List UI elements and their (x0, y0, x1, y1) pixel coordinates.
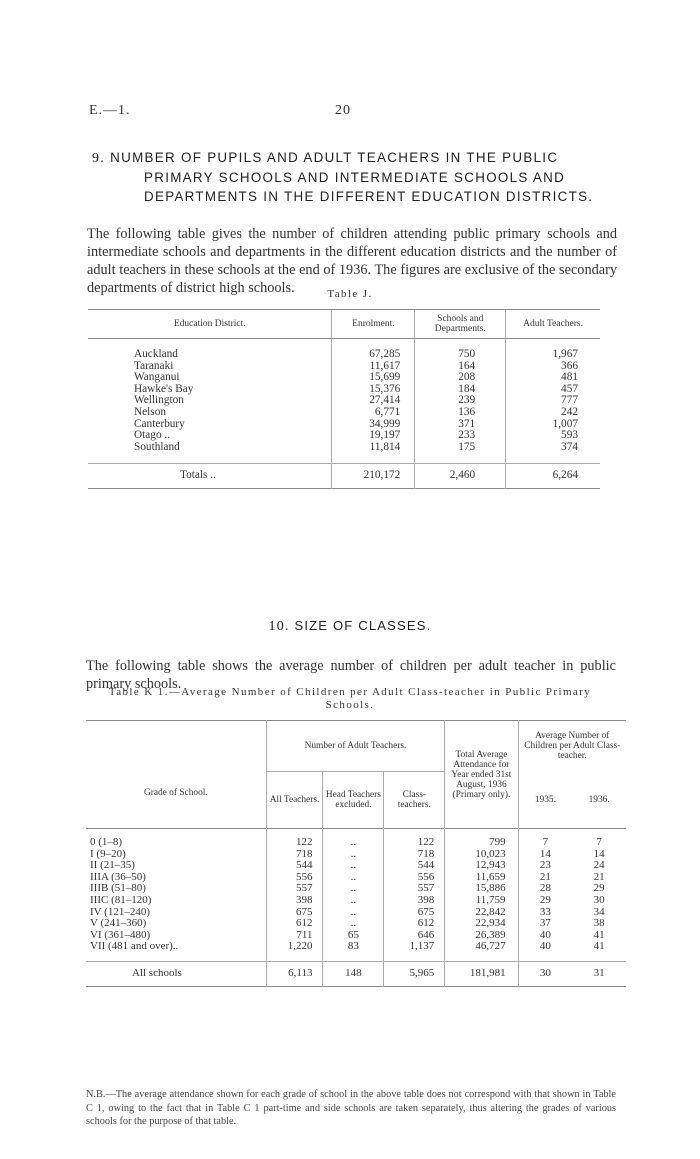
attendance-value: 22,842 (445, 907, 518, 919)
total-avg-1936: 31 (593, 966, 605, 979)
caption-line: Table K 1.—Average Number of Children per Adult Class-teacher in Public Primary (108, 686, 592, 698)
class-teachers-value: 718 (384, 849, 445, 861)
avg-1936-value: 38 (593, 917, 605, 930)
total-enrolment: 210,172 (332, 464, 415, 489)
column-header: 1935. (518, 772, 572, 829)
enrolment-value: 11,617 (332, 361, 415, 373)
column-header: 1936. (588, 794, 610, 805)
column-header: Average Number of Children per Adult Class-teacher. (518, 721, 626, 772)
grade-label: II (21–35) (90, 859, 135, 872)
section-number: 10. (268, 619, 290, 634)
section-9-paragraph: The following table gives the number of children attending public primary schools and intermediate schools and departments in the different education districts and the number of adult teachers in these schools at the end of 1936. The figures are exclusive of the secondary departments of district high schools. (87, 226, 617, 297)
avg-1935-value: 40 (518, 941, 572, 961)
totals-row (88, 464, 600, 489)
avg-1936-value: 41 (593, 940, 605, 953)
avg-1935-value: 7 (518, 829, 572, 849)
enrolment-value: 11,814 (332, 442, 415, 464)
section-10-heading (0, 618, 700, 635)
all-teachers-value: 544 (266, 860, 323, 872)
table-row (86, 941, 626, 961)
avg-1936-value: 34 (593, 905, 605, 918)
grade-label: VI (361–480) (90, 928, 151, 941)
grade-label: VII (481 and over).. (90, 940, 179, 953)
head-excluded-value: .. (323, 849, 384, 861)
footnote: N.B.—The average attendance shown for each grade of school in the above table does not correspond with that shown in Table C 1, owing to the fact that in Table C 1 part-time and side schools are taken separately, thus altering the grades of various schools for the purpose of that table. (86, 1089, 616, 1128)
avg-1935-value: 29 (518, 895, 572, 907)
district-name: Otago .. (134, 429, 171, 442)
head-excluded-value: 83 (323, 941, 384, 961)
avg-1935-value: 28 (518, 883, 572, 895)
district-name: Hawke's Bay (134, 382, 194, 395)
table-row (88, 407, 600, 419)
column-header: Number of Adult Teachers. (266, 721, 445, 772)
attendance-value: 22,934 (445, 918, 518, 930)
attendance-value: 15,886 (445, 883, 518, 895)
column-header: Class-teachers. (384, 772, 445, 829)
avg-1936-value: 7 (596, 836, 602, 848)
avg-1935-value: 23 (518, 860, 572, 872)
table-j (88, 309, 600, 489)
table-k1 (86, 720, 626, 987)
teachers-value: 366 (506, 361, 600, 373)
section-9-heading (92, 148, 632, 206)
grade-label: IIIB (51–80) (90, 882, 146, 895)
enrolment-value: 67,285 (332, 339, 415, 361)
page-number: 20 (335, 103, 351, 118)
section-title: SIZE OF CLASSES. (294, 618, 432, 633)
all-teachers-value: 556 (266, 872, 323, 884)
all-teachers-value: 122 (266, 829, 323, 849)
head-excluded-value: .. (323, 907, 384, 919)
class-teachers-value: 557 (384, 883, 445, 895)
totals-row (86, 961, 626, 986)
avg-1936-value: 29 (593, 882, 605, 895)
class-teachers-value: 612 (384, 918, 445, 930)
teachers-value: 242 (506, 407, 600, 419)
column-header: Schools and Departments. (415, 310, 506, 339)
grade-label: I (9–20) (90, 847, 126, 860)
grade-label: 0 (1–8) (90, 836, 123, 848)
avg-1935-value: 14 (518, 849, 572, 861)
total-head-excluded: 148 (323, 961, 384, 986)
table-row (86, 895, 626, 907)
column-header: Head Teachers excluded. (323, 772, 384, 829)
district-name: Wellington (134, 394, 184, 407)
district-name: Wanganui (134, 371, 180, 384)
district-name: Auckland (134, 348, 178, 360)
all-teachers-value: 1,220 (266, 941, 323, 961)
teachers-value: 1,967 (506, 339, 600, 361)
report-code: E.—1. (89, 103, 131, 118)
attendance-value: 799 (445, 829, 518, 849)
teachers-value: 481 (506, 372, 600, 384)
schools-value: 175 (415, 442, 506, 464)
total-attendance: 181,981 (445, 961, 518, 986)
head-excluded-value: .. (323, 895, 384, 907)
section-title-line: NUMBER OF PUPILS AND ADULT TEACHERS IN THE PUBLIC (110, 150, 559, 165)
district-name: Canterbury (134, 417, 185, 430)
schools-value: 239 (415, 395, 506, 407)
schools-value: 136 (415, 407, 506, 419)
column-header: Adult Teachers. (506, 310, 600, 339)
column-header: Education District. (88, 310, 332, 339)
grade-label: V (241–360) (90, 917, 147, 930)
column-header: Total Average Attendance for Year ended 31st August, 1936 (Primary only). (445, 721, 518, 829)
table-row (88, 430, 600, 442)
all-teachers-value: 675 (266, 907, 323, 919)
class-teachers-value: 544 (384, 860, 445, 872)
all-teachers-value: 711 (266, 930, 323, 942)
column-header: All Teachers. (266, 772, 323, 829)
head-excluded-value: .. (323, 883, 384, 895)
avg-1936-value: 24 (593, 859, 605, 872)
schools-value: 184 (415, 384, 506, 396)
attendance-value: 11,659 (445, 872, 518, 884)
totals-label: Totals .. (180, 469, 216, 482)
section-title-line: PRIMARY SCHOOLS AND INTERMEDIATE SCHOOLS AND (144, 170, 566, 185)
teachers-value: 457 (506, 384, 600, 396)
schools-value: 371 (415, 419, 506, 431)
enrolment-value: 15,376 (332, 384, 415, 396)
district-name: Nelson (134, 405, 167, 418)
all-teachers-value: 718 (266, 849, 323, 861)
total-avg-1935: 30 (518, 961, 572, 986)
all-teachers-value: 557 (266, 883, 323, 895)
head-excluded-value: .. (323, 872, 384, 884)
class-teachers-value: 675 (384, 907, 445, 919)
schools-value: 750 (415, 339, 506, 361)
all-teachers-value: 612 (266, 918, 323, 930)
enrolment-value: 15,699 (332, 372, 415, 384)
total-class-teachers: 5,965 (384, 961, 445, 986)
all-teachers-value: 398 (266, 895, 323, 907)
total-teachers: 6,264 (506, 464, 600, 489)
avg-1936-value: 14 (593, 847, 605, 860)
attendance-value: 26,389 (445, 930, 518, 942)
class-teachers-value: 556 (384, 872, 445, 884)
table-row (88, 339, 600, 361)
total-schools: 2,460 (415, 464, 506, 489)
teachers-value: 593 (506, 430, 600, 442)
schools-value: 233 (415, 430, 506, 442)
head-excluded-value: 65 (323, 930, 384, 942)
teachers-value: 374 (506, 442, 600, 464)
attendance-value: 46,727 (445, 941, 518, 961)
section-10-paragraph: The following table shows the average number of children per adult teacher in public primary schools. (86, 658, 616, 693)
teachers-value: 1,007 (506, 419, 600, 431)
avg-1935-value: 37 (518, 918, 572, 930)
avg-1936-value: 21 (593, 870, 605, 883)
attendance-value: 11,759 (445, 895, 518, 907)
enrolment-value: 34,999 (332, 419, 415, 431)
table-row (86, 829, 626, 849)
avg-1935-value: 21 (518, 872, 572, 884)
class-teachers-value: 646 (384, 930, 445, 942)
district-name: Taranaki (134, 359, 174, 372)
schools-value: 164 (415, 361, 506, 373)
totals-label: All schools (132, 966, 182, 979)
attendance-value: 12,943 (445, 860, 518, 872)
enrolment-value: 19,197 (332, 430, 415, 442)
column-header: Grade of School. (143, 788, 208, 798)
enrolment-value: 6,771 (332, 407, 415, 419)
total-all-teachers: 6,113 (266, 961, 323, 986)
class-teachers-value: 122 (384, 829, 445, 849)
enrolment-value: 27,414 (332, 395, 415, 407)
avg-1936-value: 30 (593, 893, 605, 906)
schools-value: 208 (415, 372, 506, 384)
caption-line: Schools. (325, 699, 375, 711)
head-excluded-value: .. (323, 829, 384, 849)
avg-1936-value: 41 (593, 928, 605, 941)
attendance-value: 10,023 (445, 849, 518, 861)
section-number: 9. (92, 151, 106, 166)
table-k-caption (60, 686, 640, 712)
section-title-line: DEPARTMENTS IN THE DIFFERENT EDUCATION DISTRICTS. (144, 189, 594, 204)
head-excluded-value: .. (323, 918, 384, 930)
column-header: Enrolment. (332, 310, 415, 339)
teachers-value: 777 (506, 395, 600, 407)
table-j-caption: Table J. (327, 288, 373, 300)
grade-label: IIIA (36–50) (90, 870, 146, 883)
grade-label: IIIC (81–120) (90, 893, 152, 906)
table-row (86, 918, 626, 930)
grade-label: IV (121–240) (90, 905, 150, 918)
avg-1935-value: 33 (518, 907, 572, 919)
district-name: Southland (134, 440, 180, 453)
head-excluded-value: .. (323, 860, 384, 872)
class-teachers-value: 1,137 (384, 941, 445, 961)
avg-1935-value: 40 (518, 930, 572, 942)
class-teachers-value: 398 (384, 895, 445, 907)
table-row (88, 442, 600, 464)
